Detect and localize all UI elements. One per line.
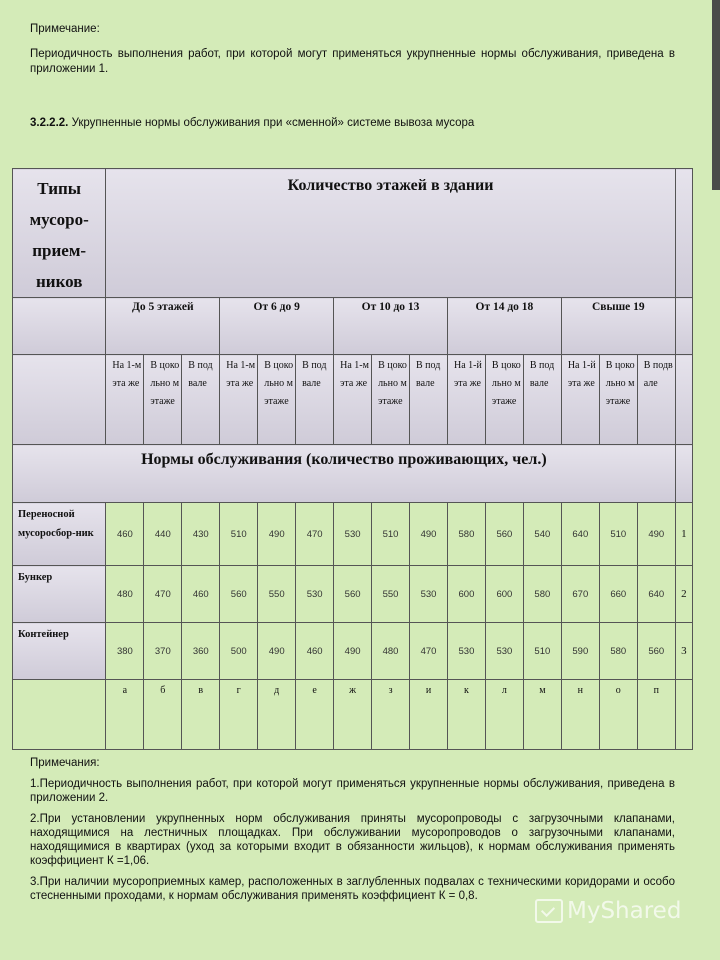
- value-cell: 580: [447, 503, 485, 566]
- value-cell: 550: [258, 566, 296, 623]
- value-cell: 540: [523, 503, 561, 566]
- row-label: Переносной мусоросбор-ник: [13, 503, 106, 566]
- column-letter: о: [599, 680, 637, 750]
- subheader-cell: В цоко льно м этаже: [372, 355, 410, 445]
- value-cell: 510: [220, 503, 258, 566]
- subheader-cell: На 1-й эта же: [447, 355, 485, 445]
- watermark: [535, 898, 681, 924]
- note-1: 1.Периодичность выполнения работ, при которой могут применяться укрупненные нормы обслуживания, приведена в приложении 2.: [30, 778, 675, 804]
- table-row: [13, 566, 693, 623]
- subheader-cell: На 1-й эта же: [561, 355, 599, 445]
- bottom-notes: [30, 756, 675, 910]
- letter-row: [13, 680, 693, 750]
- value-cell: 670: [561, 566, 599, 623]
- value-cell: 550: [372, 566, 410, 623]
- subheader-cell: В под вале: [296, 355, 334, 445]
- edge-bar: [712, 0, 720, 190]
- floor-group-header: От 10 до 13: [334, 298, 448, 355]
- value-cell: 470: [296, 503, 334, 566]
- floor-group-header: До 5 этажей: [106, 298, 220, 355]
- value-cell: 430: [182, 503, 220, 566]
- empty-cell: [13, 680, 106, 750]
- value-cell: 590: [561, 623, 599, 680]
- floor-group-header: От 6 до 9: [220, 298, 334, 355]
- value-cell: 370: [144, 623, 182, 680]
- column-letter: н: [561, 680, 599, 750]
- section-title: [30, 117, 675, 129]
- subheader-cell: В под вале: [523, 355, 561, 445]
- value-cell: 560: [637, 623, 675, 680]
- value-cell: 510: [599, 503, 637, 566]
- value-cell: 530: [296, 566, 334, 623]
- value-cell: 640: [561, 503, 599, 566]
- column-letter: и: [410, 680, 448, 750]
- edge-cell: [675, 680, 692, 750]
- bottom-notes-title: Примечания:: [30, 757, 100, 769]
- note-3: 3.При наличии мусороприемных камер, расположенных в заглубленных подвалах с техническими коридорами и особо стесненными проходами, к нормам обслуживания применять коэффициент К = 0,8.: [30, 876, 675, 902]
- value-cell: 380: [106, 623, 144, 680]
- top-notes-title: Примечание:: [30, 23, 100, 35]
- subheader-cell: В цоко льно м этаже: [144, 355, 182, 445]
- value-cell: 460: [296, 623, 334, 680]
- top-notes: [30, 22, 675, 87]
- subheader-cell: В цоко льно м этаже: [599, 355, 637, 445]
- edge-cell: [675, 355, 692, 445]
- empty-cell: [13, 355, 106, 445]
- column-letter: м: [523, 680, 561, 750]
- value-cell: 580: [599, 623, 637, 680]
- value-cell: 530: [447, 623, 485, 680]
- value-cell: 600: [485, 566, 523, 623]
- row-label: Бункер: [13, 566, 106, 623]
- column-letter: п: [637, 680, 675, 750]
- table-row: [13, 623, 693, 680]
- top-notes-text: Периодичность выполнения работ, при которой могут применяться укрупненные нормы обслуживания, приведена в приложении 1.: [30, 48, 675, 75]
- norms-header: Нормы обслуживания (количество проживающих, чел.): [13, 445, 676, 503]
- row-number: 3: [675, 623, 692, 680]
- subheader-cell: В подв але: [637, 355, 675, 445]
- subheader-cell: В под вале: [410, 355, 448, 445]
- value-cell: 360: [182, 623, 220, 680]
- value-cell: 490: [637, 503, 675, 566]
- value-cell: 530: [334, 503, 372, 566]
- value-cell: 490: [258, 623, 296, 680]
- value-cell: 490: [410, 503, 448, 566]
- value-cell: 500: [220, 623, 258, 680]
- edge-cell: [675, 298, 692, 355]
- floors-header: Количество этажей в здании: [106, 169, 675, 298]
- value-cell: 640: [637, 566, 675, 623]
- value-cell: 440: [144, 503, 182, 566]
- value-cell: 560: [485, 503, 523, 566]
- value-cell: 490: [258, 503, 296, 566]
- subheader-row: [13, 355, 693, 445]
- value-cell: 530: [410, 566, 448, 623]
- section-title-text: Укрупненные нормы обслуживания при «сменной» системе вывоза мусора: [71, 117, 475, 129]
- column-letter: д: [258, 680, 296, 750]
- presentation-icon: [535, 899, 563, 923]
- value-cell: 510: [372, 503, 410, 566]
- value-cell: 560: [334, 566, 372, 623]
- value-cell: 460: [182, 566, 220, 623]
- value-cell: 580: [523, 566, 561, 623]
- group-row: [13, 298, 693, 355]
- column-letter: з: [372, 680, 410, 750]
- table-row: [13, 503, 693, 566]
- column-letter: в: [182, 680, 220, 750]
- norms-table: [12, 168, 693, 750]
- value-cell: 480: [372, 623, 410, 680]
- empty-cell: [13, 298, 106, 355]
- value-cell: 470: [144, 566, 182, 623]
- watermark-text: MyShared: [567, 898, 682, 924]
- floor-group-header: Свыше 19: [561, 298, 675, 355]
- column-letter: л: [485, 680, 523, 750]
- value-cell: 560: [220, 566, 258, 623]
- floor-group-header: От 14 до 18: [447, 298, 561, 355]
- value-cell: 470: [410, 623, 448, 680]
- subheader-cell: В цоко льно м этаже: [485, 355, 523, 445]
- edge-cell: [675, 169, 692, 298]
- column-letter: г: [220, 680, 258, 750]
- value-cell: 460: [106, 503, 144, 566]
- value-cell: 480: [106, 566, 144, 623]
- column-letter: б: [144, 680, 182, 750]
- note-2: 2.При установлении укрупненных норм обслуживания приняты мусоропроводы с загрузочными клапанами, находящимися на лестничных площадках. При обслуживании мусоропроводов о загрузочными клапанами, находящимися в квартирах (уход за которыми входит в обязанности жильцов), к нормам обслуживания применять коэффициент К =1,06.: [30, 813, 675, 867]
- edge-cell: [675, 445, 692, 503]
- row-label: Контейнер: [13, 623, 106, 680]
- subheader-cell: На 1-м эта же: [106, 355, 144, 445]
- column-letter: е: [296, 680, 334, 750]
- row-number: 2: [675, 566, 692, 623]
- column-letter: к: [447, 680, 485, 750]
- subheader-cell: В под вале: [182, 355, 220, 445]
- section-number: 3.2.2.2.: [30, 117, 69, 129]
- subheader-cell: На 1-м эта же: [220, 355, 258, 445]
- column-letter: ж: [334, 680, 372, 750]
- value-cell: 510: [523, 623, 561, 680]
- value-cell: 530: [485, 623, 523, 680]
- types-header: Типы мусоро-прием-ников: [13, 169, 106, 298]
- value-cell: 600: [447, 566, 485, 623]
- subheader-cell: На 1-м эта же: [334, 355, 372, 445]
- value-cell: 660: [599, 566, 637, 623]
- subheader-cell: В цоко льно м этаже: [258, 355, 296, 445]
- column-letter: а: [106, 680, 144, 750]
- row-number: 1: [675, 503, 692, 566]
- value-cell: 490: [334, 623, 372, 680]
